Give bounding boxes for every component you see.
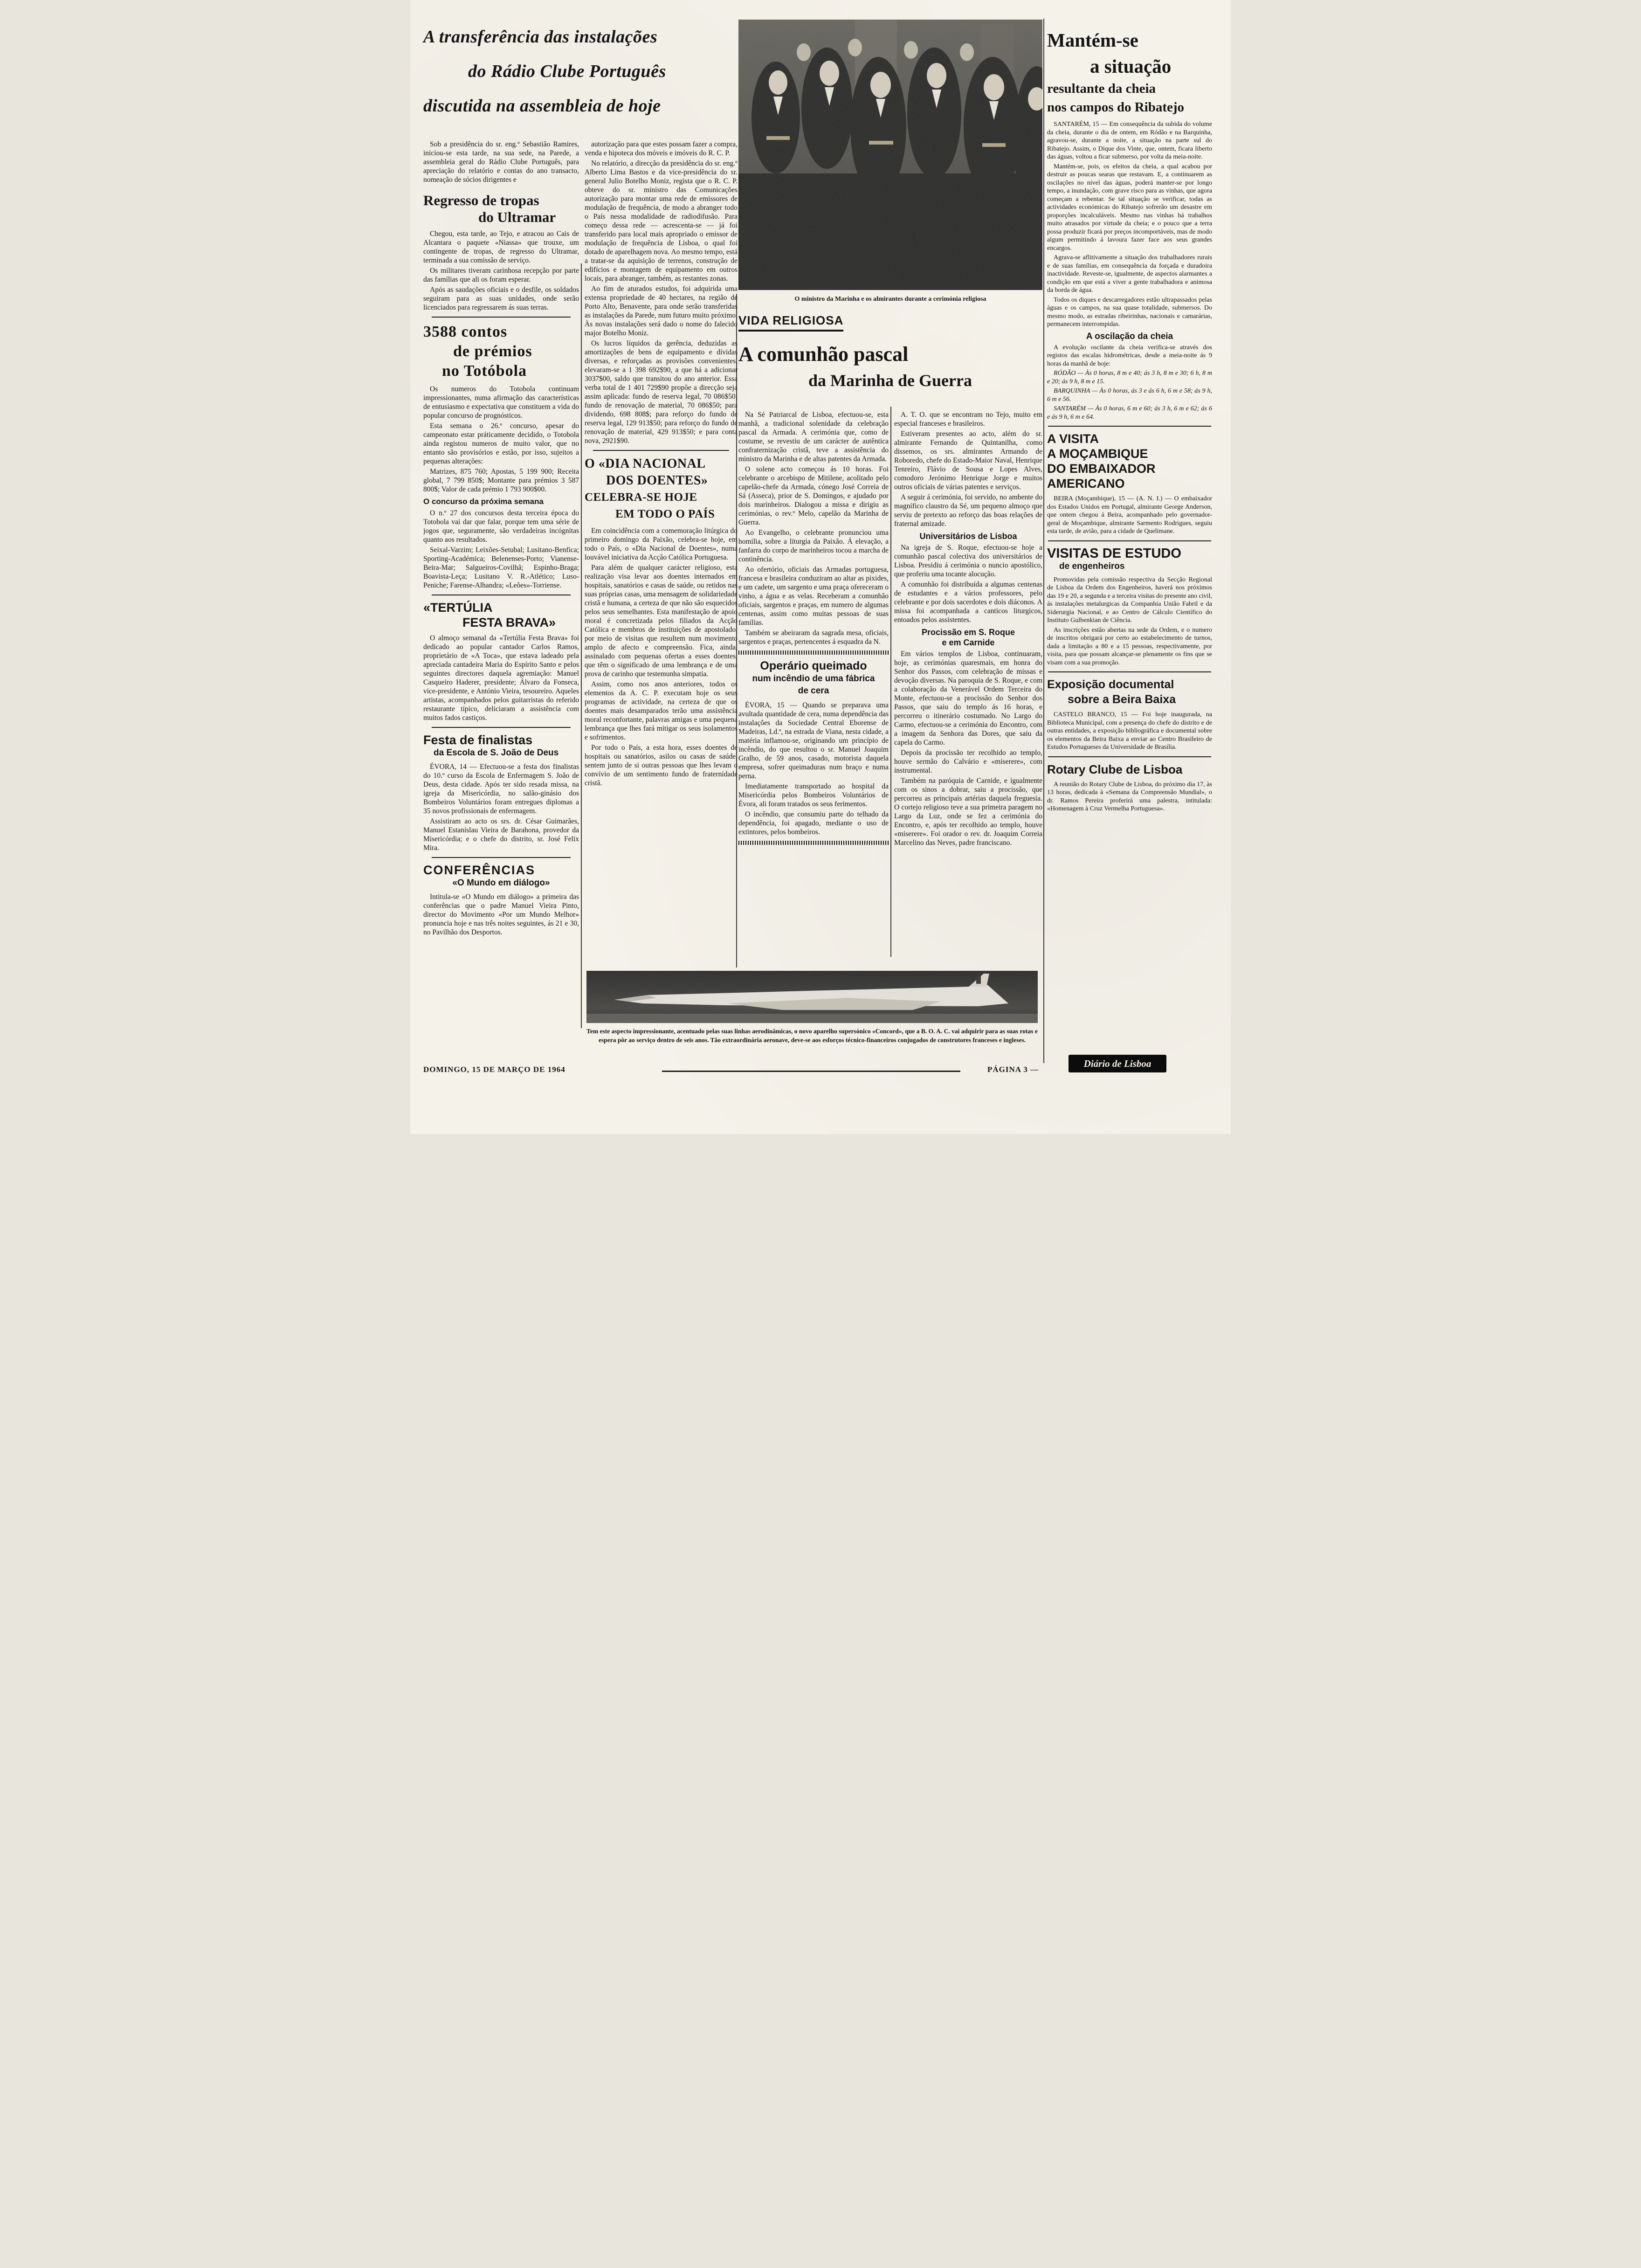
headline-exposicao xyxy=(1047,677,1212,707)
paragraph: No relatório, a direcção da presidência do sr. eng.º Alberto Lima Bastos e da vice-presidência do sr. general Julio Botelho Moniz, regista que o R. C. P. obteve do sr. ministro das Comunicações autorização para montar uma rede de emissores de modulação de frequência, de modo a abranger todo o País nessa modalidade de radiodifusão. Para começo dessa rede — acrescenta-se — já foi transferido para local mais apropriado o emissor de modulação de frequência de Lisboa, o qual foi dotado de aparelhagem nova. Ao mesmo tempo, está a tratar-se da aquisição de terrenos, construção de edifícios e montagem de equipamento em outros locais, para abranger, também, as restantes zonas. xyxy=(585,159,738,283)
headline-line: DO EMBAIXADOR xyxy=(1047,462,1156,476)
divider xyxy=(432,857,571,858)
paragraph: Imediatamente transportado ao hospital da Misericórdia pelos Bombeiros Voluntários de Évora, ali foram tratados os seus ferimentos. xyxy=(738,782,889,808)
article-body-operario xyxy=(738,701,889,837)
headline-line: Mantém-se xyxy=(1047,29,1138,51)
headline-line: DOS DOENTES» xyxy=(606,473,708,488)
paragraph: CASTELO BRANCO, 15 — Foi hoje inaugurada, na Biblioteca Municipal, com a presença do chefe do distrito e de outras entidades, a exposição bibliográfica e documental sobre os elementos da Beira Baixa a enviar ao Centro Brasileiro de Estudos Portugueses da Universidade de Brasília. xyxy=(1047,711,1212,751)
divider xyxy=(1048,426,1211,427)
paragraph: A evolução oscilante da cheia verifica-se através dos registos das escalas hidrométricas, desde a meia-noite ás 9 horas da manhã de hoje: xyxy=(1047,344,1212,367)
paragraph: Para além de qualquer carácter religioso, esta realização visa levar aos doentes internados em hospitais, sanatórios e casas de saúde, ou retidos nas suas próprias casas, uma mensagem de solidariedade cristã e humana, a certeza de que não são esquecidos pelos seus semelhantes. Esta manifestação de apoio moral é concretizada pelos filiados da Acção Católica e membros de instituições de apostolado, por meio de visitas que resultem num movimento amplo de afecto e compreensão. Fica, ainda, assinalado com pequenas ofertas a esses doentes, que têm o significado de uma lembrança e de uma prova de carinho que testemunha simpatia. xyxy=(585,564,738,678)
article-body-rcp-col1 xyxy=(423,140,579,184)
paragraph: BEIRA (Moçambique), 15 — (A. N. I.) — O embaixador dos Estados Unidos em Portugal, almirante George Anderson, que ontem chegou á Beira, acompanhado pelo governador-geral de Moçambique, almirante Sarmento Rodrigues, seguiu esta tarde, de avião, para a cidade de Quelimane. xyxy=(1047,495,1212,535)
paragraph: Por todo o País, a esta hora, esses doentes de hospitais ou sanatórios, asilos ou casas de saúde, sentem junto de si outras pessoas que lhes levam o convívio de um sentimento fundo de fraternidade cristã. xyxy=(585,744,738,787)
headline-line: A VISITA xyxy=(1047,432,1099,446)
paragraph: Os militares tiveram carinhosa recepção por parte das famílias que ali os foram esperar. xyxy=(423,267,579,284)
paragraph: Também na paróquia de Carnide, e igualmente com os sinos a dobrar, saiu a procissão, que percorreu as principais artérias daquela freguesia. O cortejo religioso teve a sua primeira paragem no Largo da Luz, onde se fez a cerimónia do Encontro, e, após ter recolhido ao templo, houve «miserere». Foi orador o rev. dr. Joaquim Correia Marcelino das Neves, padre franciscano. xyxy=(894,777,1042,847)
subhead-proxima-semana: O concurso da próxima semana xyxy=(423,497,544,506)
headline-line: a situação xyxy=(1090,55,1172,77)
paragraph: Intitula-se «O Mundo em diálogo» a primeira das conferências que o padre Manuel Vieira Pinto, director do Movimento «Por um Mundo Melhor» pronuncia hoje e nas três noites seguintes, ás 21 e 30, no Pavilhão dos Desportos. xyxy=(423,893,579,936)
column-1 xyxy=(423,140,579,1044)
hydrometric-readings xyxy=(1047,369,1212,421)
ceremony-photo-image xyxy=(738,20,1042,290)
paragraph: O incêndio, que consumiu parte do telhado da dependência, foi apagado, mediante o uso de extintores, pelos bombeiros. xyxy=(738,810,889,836)
article-body-comunhao-col2 xyxy=(894,410,1042,528)
headline-line: sobre a Beira Baixa xyxy=(1068,693,1176,706)
headline-cheia xyxy=(1047,27,1212,117)
headline-line: nos campos do Ribatejo xyxy=(1047,100,1185,115)
paragraph: As inscrições estão abertas na sede da Ordem, e o numero de inscritos obrigará por certo ao estabelecimento de turnos, dada a limitação a 80 e a 15 pessoas, respectivamente, por visita, para que possam alcançar-se plenamente os fins que se visam com a sua promoção. xyxy=(1047,626,1212,666)
headline-line: de prémios xyxy=(453,343,532,360)
paragraph: Sob a presidência do sr. eng.º Sebastião Ramires, iniciou-se esta tarde, na sua sede, na Parede, a assembleia geral do Rádio Clube Português, para apreciação do relatório e contas do ano transacto, nomeação de sócios dirigentes e xyxy=(423,140,579,184)
paragraph: Mantém-se, pois, os efeitos da cheia, a qual acabou por destruir as poucas searas que restavam. E, a continuarem as oscilações no nível das águas, poderá manter-se por longo tempo, a inundação, com grave risco para as vinhas, que agora começam a rebentar. Se tal situação se verificar, todas as actividades económicas do Ribatejo sofrerão um desastre em proporções incalculáveis. Mesmo nas vinhas há trabalhos muito atrasados por virtude da cheia; e o pouco que a terra possa produzir ficará por preços incomportáveis, mas de modo algum permitindo á lavoura fazer face aos seus grandes encargos. xyxy=(1047,163,1212,252)
headline-line: AMERICANO xyxy=(1047,477,1125,491)
headline-conferencias: CONFERÊNCIAS xyxy=(423,863,536,877)
paragraph: SANTARÉM — Às 0 horas, 6 m e 60; ás 3 h, 6 m e 62; ás 6 e ás 9 h, 6 m e 64. xyxy=(1047,405,1212,421)
paragraph: Depois da procissão ter recolhido ao templo, houve sermão do Calvário e «miserere», com instrumental. xyxy=(894,749,1042,774)
footer-page-number: PÁGINA 3 — xyxy=(987,1065,1039,1074)
paragraph: Assim, como nos anos anteriores, todos os elementos da A. C. P. executam hoje os seus programas de actividade, na certeza de que os doentes mais desamparados terão uma assistência moral reconfortante, palavras amigas e uma pequena lembrança que lhes fará mitigar os seus isolamentos e sofrimentos. xyxy=(585,680,738,741)
paragraph: Ao Evangelho, o celebrante pronunciou uma homilia, sobre a liturgia da Paixão. Á elevação, a fanfarra do corpo de marinheiros tocou a marcha de continência. xyxy=(738,529,889,563)
paragraph: A reunião do Rotary Clube de Lisboa, do próximo dia 17, às 13 horas, dedicada à «Semana da Compreensão Mundial», o dr. Ramos Pereira proferirá uma palestra, intitulada: «Homenagem à Cruz Vermelha Portuguesa». xyxy=(1047,781,1212,812)
headline-line: num incêndio de uma fábrica xyxy=(752,674,875,684)
headline-finalistas: Festa de finalistas xyxy=(423,733,533,747)
paragraph: O n.º 27 dos concursos desta terceira época do Totobola vai dar que falar, porque tem uma série de jogos que, seguramente, são verdadeiras incógnitas quanto aos resultados. xyxy=(423,509,579,544)
headline-visita xyxy=(1047,431,1212,491)
article-body-oscilacao xyxy=(1047,344,1212,368)
paragraph: Em vários templos de Lisboa, continuaram, hoje, as cerimónias quaresmais, em honra do Senhor dos Passos, com celebração de missas e devoção diversas. Na paroquia de S. Roque, e com a colaboração da Venerável Ordem Terceira do Monte, efectuou-se a procissão do Senhor dos Passos, que saiu do templo ás 16 horas, e percorreu o itinerário costumado. No Largo do Carmo, efectuou-se a cerimónia do Encontro, com a imagem da Senhora das Dores, que saiu da capela do Carmo. xyxy=(894,650,1042,747)
column-divider xyxy=(890,407,891,957)
article-body-exposicao xyxy=(1047,711,1212,752)
headline-rotary: Rotary Clube de Lisboa xyxy=(1047,762,1183,776)
article-body-regresso xyxy=(423,229,579,312)
paragraph: O solene acto começou ás 10 horas. Foi celebrante o arcebispo de Mitilene, acolitado pelo capelão-chefe da Armada, cónego José Correia de Sá (Asseca), prior de S. Domingos, e ajudado por dois marinheiros. Dialogou a missa e dirigiu as cerimónias, o rev.º Melo, capelão da Marinha de Guerra. xyxy=(738,465,889,526)
paragraph: Chegou, esta tarde, ao Tejo, e atracou ao Cais de Alcantara o paquete «Niassa» que trouxe, um contingente de tropas, de regresso do Ultramar, terminada a sua comissão de serviço. xyxy=(423,230,579,264)
paragraph: RÓDÃO — Às 0 horas, 8 m e 40; ás 3 h, 8 m e 30; 6 h, 8 m e 20; ás 9 h, 8 m e 15. xyxy=(1047,370,1212,385)
paragraph: Na igreja de S. Roque, efectuou-se hoje a comunhão pascal colectiva dos universitários de Lisboa. Presidiu á cerimónia o nuncio apostólico, que proferiu uma tocante alocução. xyxy=(894,544,1042,578)
headline-visitas-estudo: VISITAS DE ESTUDO xyxy=(1047,546,1181,561)
paragraph: ÉVORA, 15 — Quando se preparava uma avultada quantidade de cera, numa dependência das instalações da Sociedade Central Eborense de Madeiras, Ld.ª, na estrada de Viana, nesta cidade, a matéria inflamou-se, originando um princípio de incêndio, do que resultou o sr. Manuel Joaquim Gralho, de 59 anos, casado, motorista daquela empresa, sofrer queimaduras num braço e numa perna. xyxy=(738,701,889,780)
subhead-procissao-line2: e em Carnide xyxy=(942,638,995,647)
paragraph: Os numeros do Totobola continuam impressionantes, numa afirmação das características de entusiasmo e expectativa que constituem a vida do popular concurso de prognósticos. xyxy=(423,385,579,420)
divider xyxy=(1048,756,1211,757)
column-divider xyxy=(581,263,582,1028)
ceremony-photo-caption: O ministro da Marinha e os almirantes durante a cerimónia religiosa xyxy=(794,296,986,303)
headline-line: A comunhão pascal xyxy=(738,343,909,366)
divider xyxy=(432,727,571,728)
headline-line: do Rádio Clube Português xyxy=(468,62,666,81)
paragraph: Agrava-se aflitivamente a situação dos trabalhadores rurais e de suas famílias, em consequência da forçada e duradoira inactividade. Reveste-se, igualmente, de aspectos alarmantes a condição em que está a viver a gente trabalhadora e animosa da borda de água. xyxy=(1047,254,1212,294)
newspaper-page xyxy=(410,0,1231,1134)
headline-doentes xyxy=(585,456,738,523)
headline-line: «TERTÚLIA xyxy=(423,601,493,615)
subhead-universitarios: Universitários de Lisboa xyxy=(919,532,1017,541)
paragraph: Todos os diques e descarregadores estão ultrapassados pelas águas e os campos, na sua quase totalidade, submersos. Do mesmo modo, as estradas ribeirinhas, nacionais e camarárias, permanecem interrompidas. xyxy=(1047,296,1212,328)
paragraph: O almoço semanal da «Tertúlia Festa Brava» foi dedicado ao popular cantador Carlos Ramos, proprietário de «A Toca», que estava ladeado pela apreciada cantadeira Maria do Espírito Santo e pelos seguintes directores daquela agremiação: Manuel Casqueiro Haderer, presidente; Álvaro da Fonseca, vice-presidente, e António Vieira, tesoureiro. Aqueles artistas, acompanhados pelos guitarristas do referido restaurante típico, deliciaram a assistência com muitos fados castiços. xyxy=(423,634,579,722)
article-body-totobola xyxy=(423,385,579,494)
concorde-photo xyxy=(586,971,1038,1023)
headline-line: FESTA BRAVA» xyxy=(462,615,556,629)
paragraph: autorização para que estes possam fazer a compra, venda e hipoteca dos móveis e imóveis do R. C. P. xyxy=(585,140,738,157)
footer-date: DOMINGO, 15 DE MARÇO DE 1964 xyxy=(423,1065,565,1074)
article-body-finalistas xyxy=(423,762,579,852)
paragraph: A seguir á cerimónia, foi servido, no ambente do magnífico claustro da Sé, um pequeno almoço que serviu de pretexto ao reforço das boas relações de fraternal amizade. xyxy=(894,493,1042,528)
paragraph: Também se abeiraram da sagrada mesa, oficiais, sargentos e praças, pertencentes á esquadra da N. xyxy=(738,629,889,646)
article-body-comunhao-col1 xyxy=(738,410,889,646)
paragraph: A comunhão foi distribuída a algumas centenas de estudantes e a vários professores, pelo celebrante e por dois sacerdotes e dois diáconos. A missa foi acompanhada a canticos liturgicos, entoados pelos assistentes. xyxy=(894,581,1042,624)
subhead-procissao: Procissão em S. Roque xyxy=(921,628,1015,637)
ornamental-divider xyxy=(738,841,889,845)
paragraph: Na Sé Patriarcal de Lisboa, efectuou-se, esta manhã, a tradicional solenidade da celebração pascal da Armada. A cerimónia que, como de costume, se revestiu de um carácter de autêntica confraternização cristã, teve a assistência do ministro da Marinha e de altas patentes da Armada. xyxy=(738,411,889,463)
paragraph: BARQUINHA — Às 0 horas, ás 3 e ás 6 h, 6 m e 58; ás 9 h, 6 m e 56. xyxy=(1047,387,1212,403)
paragraph: SANTARÉM, 15 — Em consequência da subida do volume da cheia, durante o dia de ontem, em Ródão e na Barquinha, agravou-se, durante a noite, a situação na parte sul do Ribatejo. Assim, o Dique dos Vinte, que, ontem, ficara liberto das águas, voltou a ficar submerso, por volta da meia-noite. xyxy=(1047,121,1212,160)
headline-line: discutida na assembleia de hoje xyxy=(423,96,661,116)
article-body-rotary xyxy=(1047,781,1212,813)
headline-regresso xyxy=(423,192,579,226)
subhead-engenheiros: de engenheiros xyxy=(1059,561,1125,571)
headline-radio-clube xyxy=(423,20,745,123)
paragraph: Ao ofertório, oficiais das Armadas portuguesa, francesa e brasileira conduziram ao altar as pixides, e um cadete, um sargento e uma praça ofereceram o vinho, a água e as velas. Receberam a comunhão oficiais, sargentos e praças, em numero de algumas centenas, assim como muitas pessoas de suas famílias. xyxy=(738,566,889,627)
column-divider xyxy=(1043,19,1044,1063)
column-4 xyxy=(894,410,1042,968)
article-body-cheia xyxy=(1047,120,1212,329)
concorde-photo-image xyxy=(586,971,1038,1023)
column-5 xyxy=(1047,27,1212,1048)
headline-tertulia xyxy=(423,600,579,630)
headline-line: CELEBRA-SE HOJE xyxy=(585,491,697,504)
headline-comunhao xyxy=(738,340,1044,393)
headline-line: Exposição documental xyxy=(1047,678,1174,691)
paragraph: Ao fim de aturados estudos, foi adquirida uma extensa propriedade de 40 hectares, na região de Porto Alto, Benavente, para onde serão transferidas as instalações da Parede, num futuro muito próximo. Às novas instalações será dado o nome do falecido major Botelho Moniz. xyxy=(585,285,738,337)
article-body-procissao xyxy=(894,650,1042,847)
headline-line: O «DIA NACIONAL xyxy=(585,456,706,471)
divider xyxy=(1048,671,1211,672)
ornamental-divider xyxy=(738,650,889,655)
headline-line: resultante da cheia xyxy=(1047,81,1156,96)
article-body-doentes xyxy=(585,526,738,788)
divider xyxy=(1048,540,1211,541)
article-body-rcp-col2 xyxy=(585,140,738,445)
paragraph: Esta semana o 26.º concurso, apesar do campeonato estar práticamente decidido, o Totobola ainda registou numeros de muito valor, que no entanto são provisórios e estão, por isso, sujeitos a pequenas alterações: xyxy=(423,422,579,465)
paragraph: Em coincidência com a comemoração litúrgica do primeiro domingo da Paixão, celebra-se hoje, em todo o País, o «Dia Nacional de Doentes», numa louvável iniciativa da Acção Católica Portuguesa. xyxy=(585,527,738,561)
paragraph: Os lucros líquidos da gerência, deduzidas as amortizações de bens de equipamento e dívidas diversas, e reforçadas as provisões convenientes, elevaram-se a 1 398 692$90, a que há a adicionar 3037$00, saldo que transitou do ano anterior. Essa verba total de 1 401 729$90 propõe a direcção seja assim aplicada: fundo de reserva legal, 70 086$50; fundo de renovação de material, 70 086$50; para dividendo, 698 808$; para reforço do fundo de reserva legal, 129 913$50; para reforço do fundo de renovação de material, 429 913$50; e para conta nova, 2921$90. xyxy=(585,339,738,445)
paragraph: Assistiram ao acto os srs. dr. César Guimarães, Manuel Estanislau Vieira de Barahona, provedor da Misericórdia; e o chefe do distrito, sr. José Felix Mira. xyxy=(423,817,579,852)
paragraph: Estiveram presentes ao acto, além do sr. almirante Fernando de Quintanilha, como dissemos, os srs. almirantes Armando de Roboredo, chefe do Estado-Maior Naval, Henrique Tenreiro, Flávio de Sousa e Lopes Alves, comodoro Jerónimo Henrique Jorge e muitos outros oficiais de várias patentes e serviços. xyxy=(894,430,1042,491)
divider xyxy=(593,450,729,451)
headline-line: 3588 contos xyxy=(423,323,508,340)
column-2 xyxy=(585,140,738,968)
headline-line: do Ultramar xyxy=(478,209,556,225)
paragraph: Seixal-Varzim; Leixões-Setubal; Lusitano-Benfica; Sporting-Académica; Belenenses-Porto; Vianense-Beira-Mar; Salgueiros-Covilhã; Espinho-Braga; Boavista-Leça; Lusitano V. R.-Atlético; Luso-Peniche; Farense-Alhandra; «Leões»-Torriense. xyxy=(423,546,579,589)
paragraph: Matrizes, 875 760; Apostas, 5 199 900; Receita global, 7 799 850$; Montante para prémios 3 587 800$; Valor de cada prémio 1 793 900$00. xyxy=(423,468,579,493)
headline-line: EM TODO O PAÍS xyxy=(615,508,715,520)
divider xyxy=(432,317,571,318)
section-label-vida-religiosa xyxy=(738,313,843,332)
headline-line: de cera xyxy=(798,686,829,696)
paragraph: Após as saudações oficiais e o desfile, os soldados seguiram para as suas unidades, onde serão licenciados para regressarem ás suas terras. xyxy=(423,286,579,311)
paragraph: A. T. O. que se encontram no Tejo, muito em especial franceses e brasileiros. xyxy=(894,411,1042,428)
footer-rule xyxy=(662,1071,960,1072)
article-body-visita xyxy=(1047,495,1212,536)
article-body-conferencias xyxy=(423,892,579,937)
subhead-finalistas: da Escola de S. João de Deus xyxy=(434,748,559,758)
headline-line: A MOÇAMBIQUE xyxy=(1047,447,1148,461)
headline-totobola xyxy=(423,322,579,381)
article-body-totobola-2 xyxy=(423,509,579,590)
article-body-visitas-estudo xyxy=(1047,576,1212,667)
headline-line: da Marinha de Guerra xyxy=(808,371,972,390)
section-label-text: VIDA RELIGIOSA xyxy=(738,313,843,332)
article-body-tertulia xyxy=(423,634,579,722)
concorde-photo-caption: Tem este aspecto impressionante, acentuado pelas suas linhas aerodinâmicas, o novo aparelho supersónico «Concord», que a B. O. A. C. vai adquirir para as suas rotas e espera pôr ao serviço dentro de seis anos. Tão extraordinária aeronave, deve-se aos esforços técnico-financeiros conjugados de construtores franceses e ingleses. xyxy=(586,1028,1038,1044)
subhead-oscilacao: A oscilação da cheia xyxy=(1086,331,1173,341)
headline-operario: Operário queimado xyxy=(760,659,867,672)
paragraph: Promovidas pela comissão respectiva da Secção Regional de Lisboa da Ordem dos Engenheiros, haverá nos próximos das 19 e 20, a segunda e a terceira visitas do presente ano civil, ás instalações metalurgicas da Companhia União Fabril e da Siderurgia Nacional, e ao Centro de Cálculo Científico do Instituto Gulbenkian de Ciência. xyxy=(1047,576,1212,624)
ceremony-photo xyxy=(738,20,1042,290)
article-body-universitarios xyxy=(894,543,1042,624)
headline-line: Regresso de tropas xyxy=(423,192,539,208)
paragraph: ÉVORA, 14 — Efectuou-se a festa dos finalistas do 10.º curso da Escola de Enfermagem S. João de Deus, desta cidade. Após ter sido resada missa, na igreja da Misericórdia, no salão-ginásio dos Bombeiros Voluntários foram entregues diplomas a 35 novos profissionais de enfermagem. xyxy=(423,763,579,815)
subhead-conferencias: «O Mundo em diálogo» xyxy=(452,878,550,888)
headline-line: no Totóbola xyxy=(442,362,527,380)
column-3 xyxy=(738,410,889,968)
headline-line: A transferência das instalações xyxy=(423,27,658,47)
masthead-logo: Diário de Lisboa xyxy=(1069,1055,1166,1072)
